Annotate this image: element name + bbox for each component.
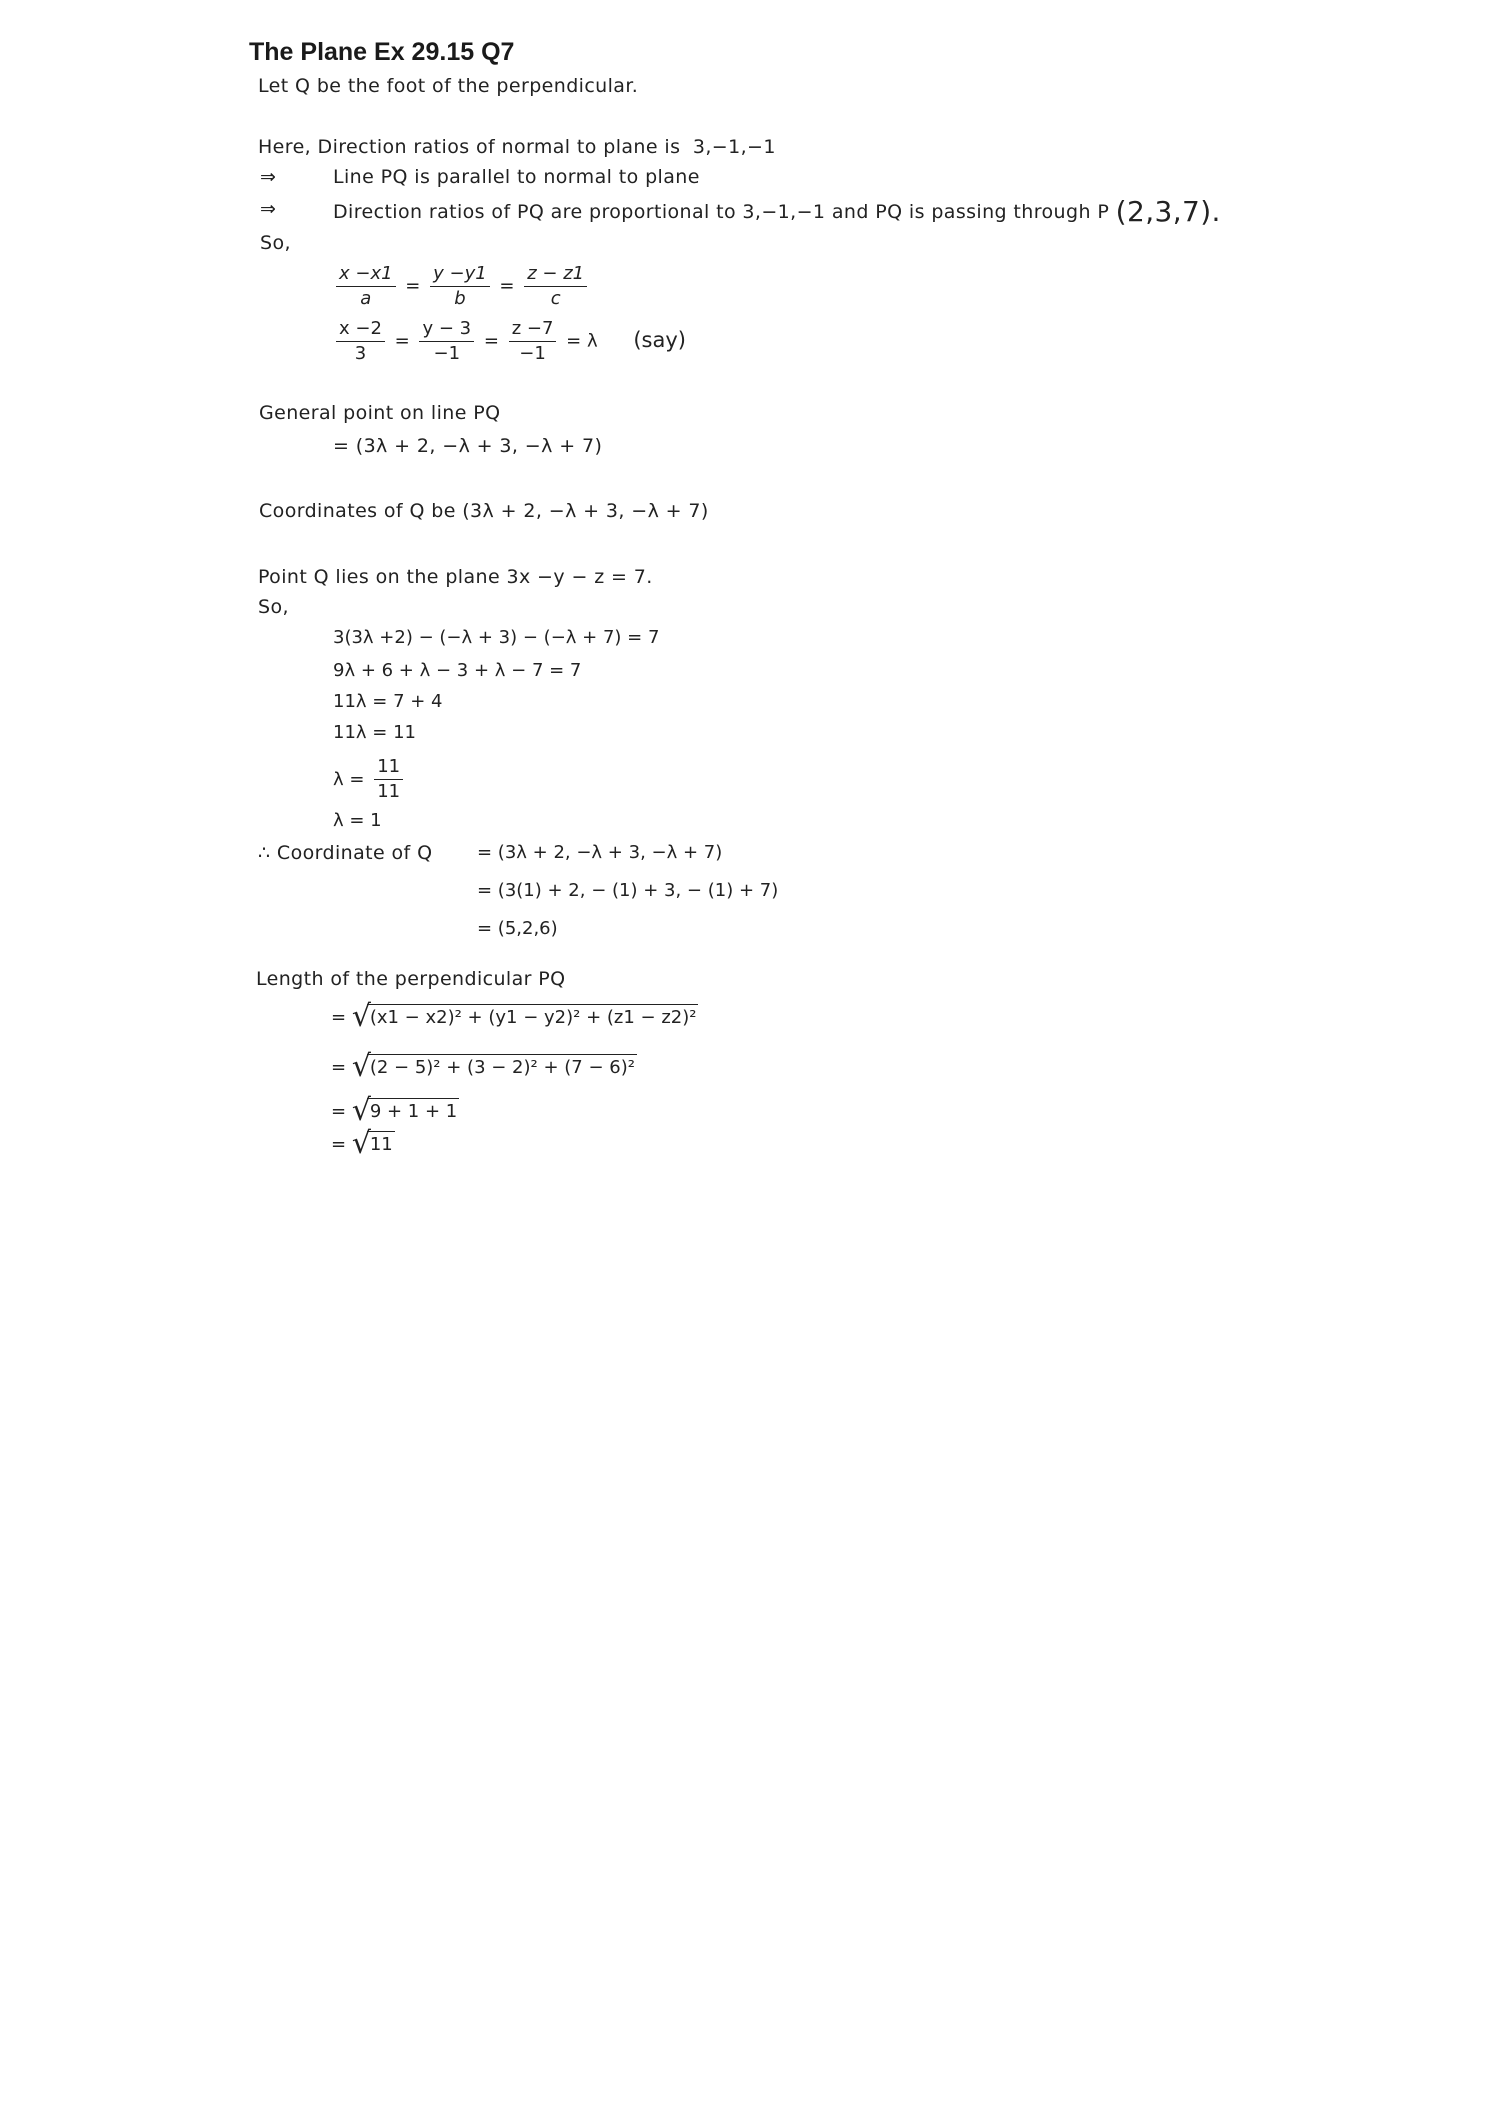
parallel-statement: Line PQ is parallel to normal to plane xyxy=(333,166,700,188)
general-point-expression: = (3λ + 2, −λ + 3, −λ + 7) xyxy=(333,435,603,457)
step-3: 11λ = 7 + 4 xyxy=(333,691,443,712)
length-step-4: = √ 11 xyxy=(331,1126,393,1161)
symmetric-form-equation: $\frac{x -x1}{a}$ = $\frac{y -y1}{b}$ = $\frac{z - z1}{c}$ xyxy=(332,262,591,311)
fraction: $\frac{x -2}{3}$ xyxy=(336,317,385,366)
fraction: $\frac{x -x1}{a}$ xyxy=(336,262,396,311)
fraction: $\frac{z -7}{-1}$ xyxy=(509,317,557,366)
length-label: Length of the perpendicular PQ xyxy=(256,968,566,990)
so-label: So, xyxy=(260,232,291,254)
fraction: $\frac{11}{11}$ xyxy=(374,755,403,804)
lambda-value: λ = 1 xyxy=(333,810,382,831)
fraction: $\frac{y - 3}{-1}$ xyxy=(419,317,474,366)
page-title: The Plane Ex 29.15 Q7 xyxy=(249,38,515,66)
fraction: $\frac{y -y1}{b}$ xyxy=(430,262,490,311)
therefore-coordinate-label: ∴ Coordinate of Q xyxy=(258,842,433,864)
so-label-2: So, xyxy=(258,596,289,618)
step-4: 11λ = 11 xyxy=(333,722,416,743)
implies-arrow-2: ⇒ xyxy=(260,198,277,220)
intro-text: Let Q be the foot of the perpendicular. xyxy=(258,75,639,97)
step-2: 9λ + 6 + λ − 3 + λ − 7 = 7 xyxy=(333,660,582,681)
q-step-3: = (5,2,6) xyxy=(477,918,558,939)
square-root: √ (2 − 5)² + (3 − 2)² + (7 − 6)² xyxy=(351,1049,635,1084)
length-step-1: = √ (x1 − x2)² + (y1 − y2)² + (z1 − z2)² xyxy=(331,999,697,1034)
q-step-1: = (3λ + 2, −λ + 3, −λ + 7) xyxy=(477,842,723,863)
square-root: √ (x1 − x2)² + (y1 − y2)² + (z1 − z2)² xyxy=(351,999,697,1034)
implies-arrow-1: ⇒ xyxy=(260,166,277,188)
length-step-2: = √ (2 − 5)² + (3 − 2)² + (7 − 6)² xyxy=(331,1049,635,1084)
direction-ratio-line: Here, Direction ratios of normal to plane is 3,−1,−1 xyxy=(258,136,776,158)
line-pq-equation: $\frac{x -2}{3}$ = $\frac{y - 3}{-1}$ = $\frac{z -7}{-1}$ = λ (say) xyxy=(332,317,686,366)
q-step-2: = (3(1) + 2, − (1) + 3, − (1) + 7) xyxy=(477,880,779,901)
lambda-fraction: λ = $\frac{11}{11}$ xyxy=(333,755,407,804)
coordinates-of-q-line: Coordinates of Q be (3λ + 2, −λ + 3, −λ + 7) xyxy=(259,500,709,522)
fraction: $\frac{z - z1}{c}$ xyxy=(524,262,587,311)
plane-condition: Point Q lies on the plane 3x −y − z = 7. xyxy=(258,566,653,588)
general-point-label: General point on line PQ xyxy=(259,402,501,424)
step-1: 3(3λ +2) − (−λ + 3) − (−λ + 7) = 7 xyxy=(333,627,660,648)
proportional-statement: Direction ratios of PQ are proportional to 3,−1,−1 and PQ is passing through P (2,3,7). xyxy=(333,195,1221,228)
square-root: √ 11 xyxy=(351,1126,393,1161)
length-step-3: = √ 9 + 1 + 1 xyxy=(331,1093,458,1128)
square-root: √ 9 + 1 + 1 xyxy=(351,1093,458,1128)
